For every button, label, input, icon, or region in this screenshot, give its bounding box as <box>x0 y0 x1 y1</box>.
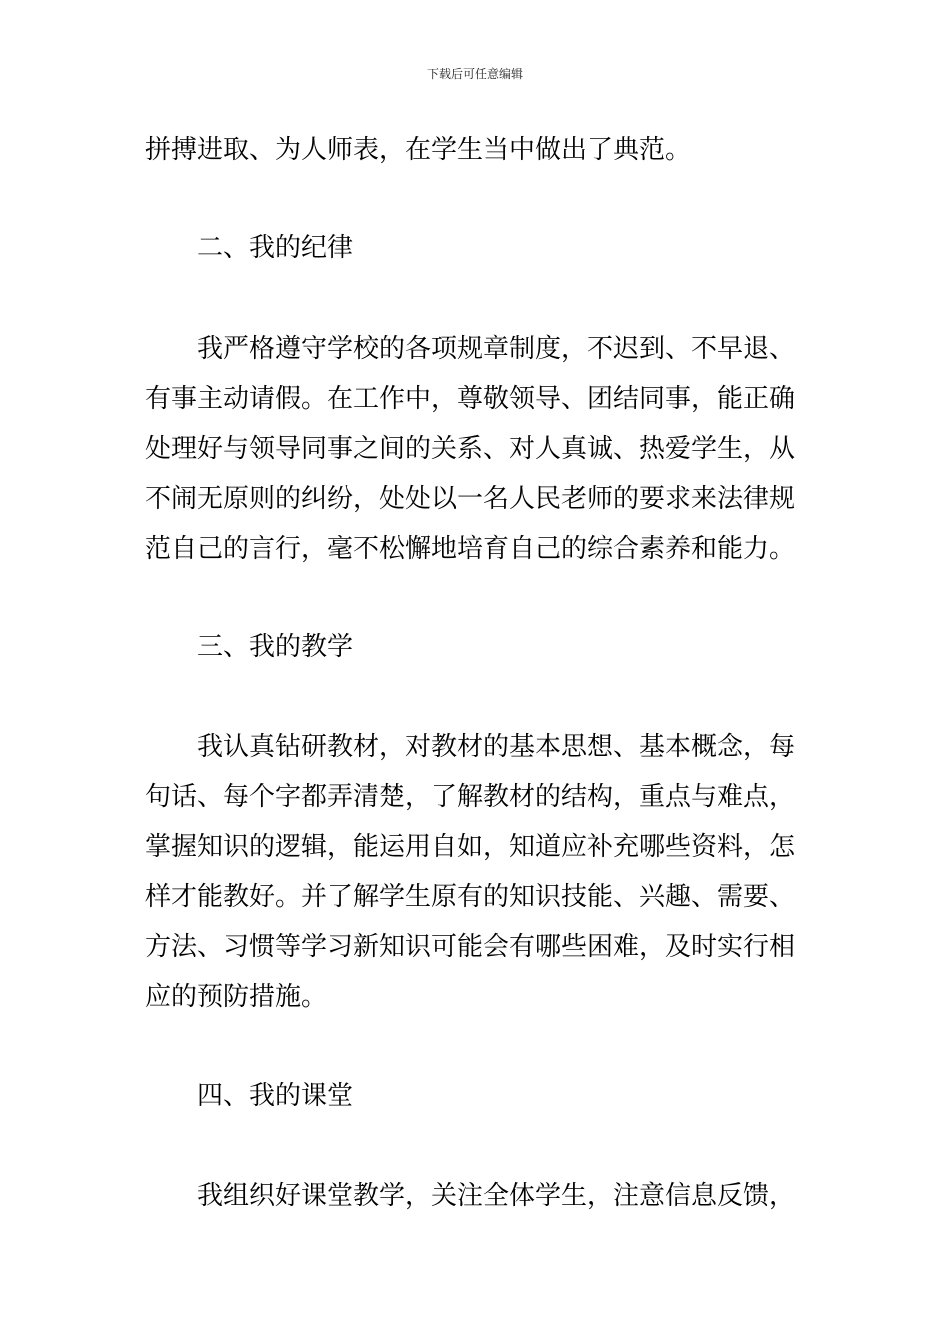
paragraph-line: 处理好与领导同事之间的关系、对人真诚、热爱学生，从 <box>145 434 796 464</box>
paragraph-line: 应的预防措施。 <box>145 982 328 1012</box>
paragraph-line: 我组织好课堂教学，关注全体学生，注意信息反馈， <box>197 1181 796 1211</box>
paragraph-line: 样才能教好。并了解学生原有的知识技能、兴趣、需要、 <box>145 882 796 912</box>
section-heading-discipline: 二、我的纪律 <box>197 233 354 263</box>
paragraph-line: 我严格遵守学校的各项规章制度，不迟到、不早退、 <box>197 334 796 364</box>
paragraph-line: 我认真钻研教材，对教材的基本思想、基本概念，每 <box>197 732 796 762</box>
paragraph-line: 范自己的言行，毫不松懈地培育自己的综合素养和能力。 <box>145 534 796 564</box>
paragraph-line: 拼搏进取、为人师表，在学生当中做出了典范。 <box>145 135 692 165</box>
section-heading-teaching: 三、我的教学 <box>197 632 354 662</box>
page-header: 下载后可任意编辑 <box>426 67 523 81</box>
paragraph-line: 掌握知识的逻辑，能运用自如，知道应补充哪些资料，怎 <box>145 832 796 862</box>
paragraph-line: 有事主动请假。在工作中，尊敬领导、团结同事，能正确 <box>145 384 796 414</box>
paragraph-line: 句话、每个字都弄清楚，了解教材的结构，重点与难点， <box>145 782 796 812</box>
paragraph-line: 不闹无原则的纠纷，处处以一名人民老师的要求来法律规 <box>145 484 796 514</box>
paragraph-line: 方法、习惯等学习新知识可能会有哪些困难，及时实行相 <box>145 932 796 962</box>
section-heading-classroom: 四、我的课堂 <box>197 1081 354 1111</box>
